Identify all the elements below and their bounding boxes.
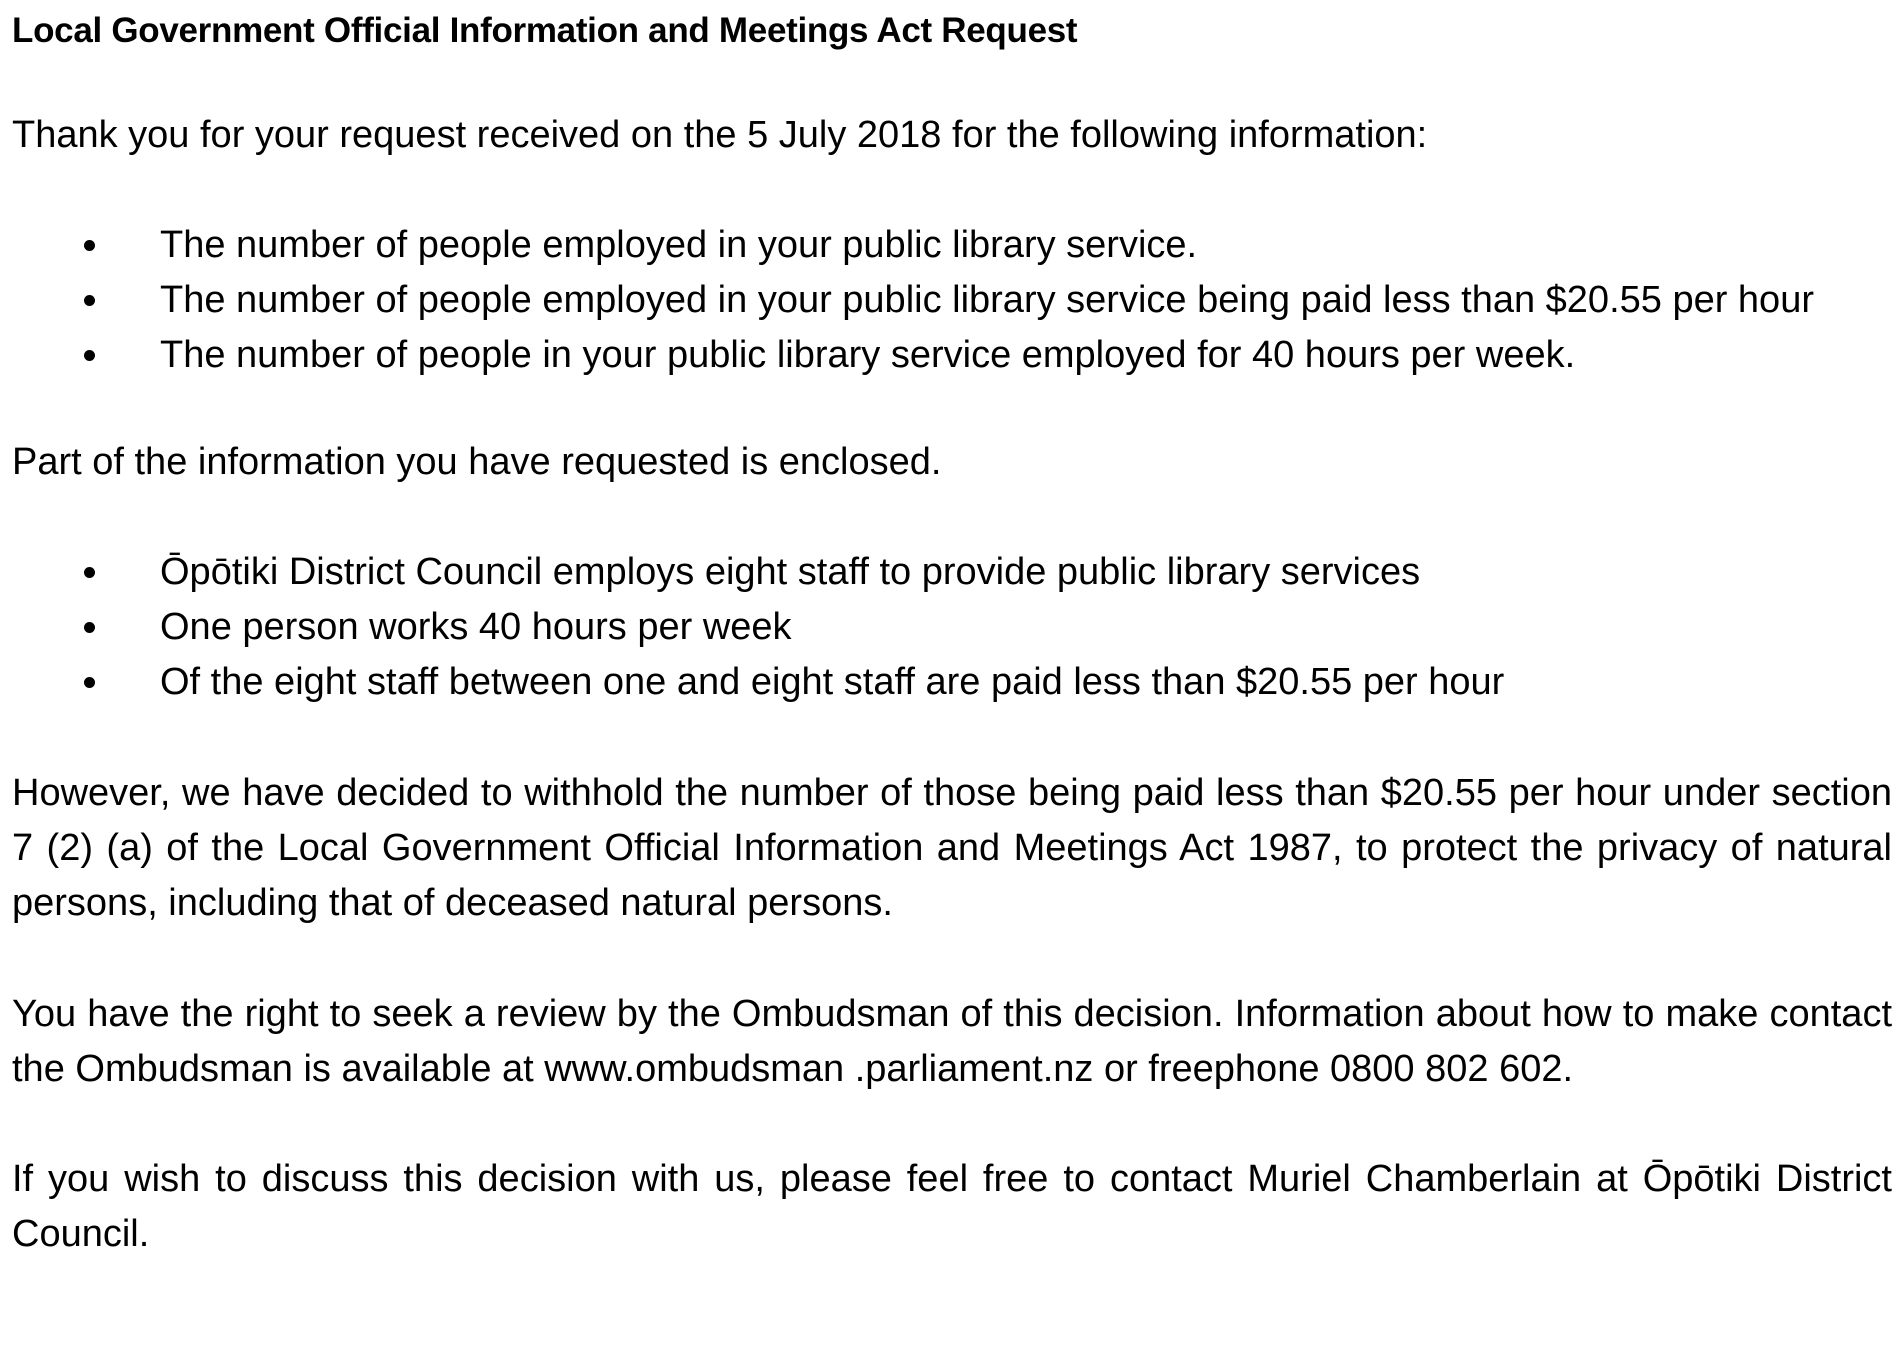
- provided-items-list: [12, 545, 1892, 710]
- bullet-icon: [84, 350, 95, 361]
- intro-paragraph: Thank you for your request received on the 5 July 2018 for the following information:: [12, 114, 1428, 156]
- list-item-text: Of the eight staff between one and eight staff are paid less than $20.55 per hour: [160, 661, 1505, 703]
- bullet-icon: [84, 677, 95, 688]
- part-enclosed-paragraph: Part of the information you have requested is enclosed.: [12, 441, 942, 483]
- list-item-text: The number of people in your public library service employed for 40 hours per week.: [160, 334, 1576, 376]
- bullet-icon: [84, 567, 95, 578]
- requested-items-list: [12, 218, 1892, 383]
- review-paragraph: You have the right to seek a review by the Ombudsman of this decision. Information about how to make contact the Ombudsman is available at www.ombudsman .parliament.nz or freephone 0800 802 602.: [12, 993, 1892, 1090]
- bullet-icon: [84, 240, 95, 251]
- list-item: [12, 600, 1892, 655]
- list-item: [12, 273, 1892, 328]
- list-item-text: The number of people employed in your public library service being paid less than $20.55 per hour: [160, 279, 1814, 321]
- bullet-icon: [84, 295, 95, 306]
- list-item-text: One person works 40 hours per week: [160, 606, 792, 648]
- bullet-icon: [84, 622, 95, 633]
- document-title: Local Government Official Information and Meetings Act Request: [12, 11, 1078, 50]
- discuss-paragraph: If you wish to discuss this decision with us, please feel free to contact Muriel Chamberlain at Ōpōtiki District Council.: [12, 1158, 1892, 1255]
- withhold-paragraph: However, we have decided to withhold the number of those being paid less than $20.55 per hour under section 7 (2) (a) of the Local Government Official Information and Meetings Act 1987, to protect the privacy of natural persons, including that of deceased natural persons.: [12, 772, 1892, 924]
- list-item: [12, 218, 1892, 273]
- list-item-text: The number of people employed in your public library service.: [160, 224, 1198, 266]
- document-page: [12, 6, 1892, 1262]
- list-item: [12, 655, 1892, 710]
- list-item: [12, 545, 1892, 600]
- list-item-text: Ōpōtiki District Council employs eight staff to provide public library services: [160, 551, 1421, 593]
- list-item: [12, 328, 1892, 383]
